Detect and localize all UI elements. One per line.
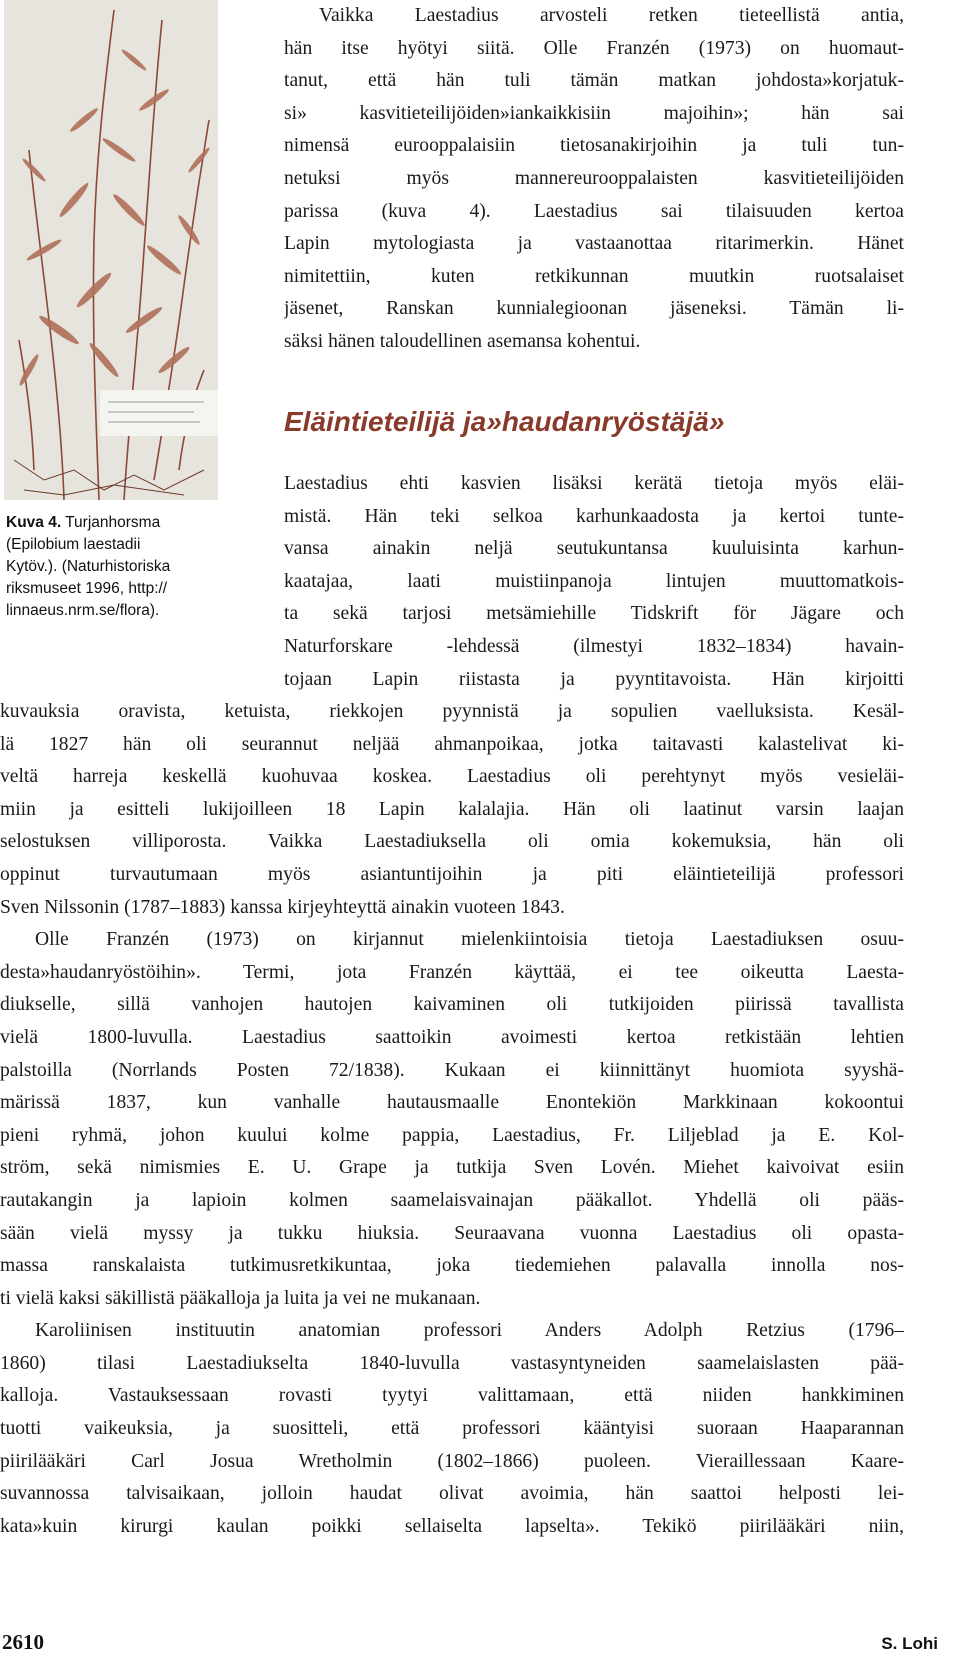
text-line: ström, sekä nimismies E. U. Grape ja tutkija Sven Lovén. Miehet kaivoivat esiin	[0, 1157, 904, 1179]
section-heading: Eläintieteilijä ja»haudanryöstäjä»	[284, 406, 725, 437]
text-line: säksi hänen taloudellinen asemansa kohentui.	[284, 330, 641, 352]
text-line: sään vielä myssy ja tukku hiuksia. Seuraavana vuonna Laestadius oli opasta-	[0, 1222, 904, 1244]
text-line: suvannossa talvisaikaan, jolloin haudat olivat avoimia, hän saattoi helposti lei-	[0, 1483, 904, 1505]
caption-line: Kytöv.). (Naturhistoriska	[6, 558, 171, 575]
intro-paragraph	[284, 0, 904, 359]
caption-line: linnaeus.nrm.se/flora).	[6, 602, 160, 619]
text-line: parissa (kuva 4). Laestadius sai tilaisuuden kertoa	[284, 200, 904, 222]
text-line: hän itse hyötyi siitä. Olle Franzén (1973) on huomaut-	[284, 37, 904, 59]
text-line: pieni ryhmä, johon kuului kolme pappia, Laestadius, Fr. Liljeblad ja E. Kol-	[0, 1124, 904, 1146]
text-line: selostuksen villiporosta. Vaikka Laestadiuksella oli omia kokemuksia, hän oli	[0, 831, 904, 853]
text-line: vielä 1800-luvulla. Laestadius saattoikin avoimesti kertoa retkistään lehtien	[0, 1026, 904, 1048]
text-line: kata»kuin kirurgi kaulan poikki sellaiselta lapselta». Tekikö piirilääkäri niin,	[0, 1515, 904, 1537]
caption-line: Turjanhorsma	[61, 514, 161, 531]
text-line: palstoilla (Norrlands Posten 72/1838). Kukaan ei kiinnittänyt huomiota syyshä-	[0, 1059, 904, 1081]
text-line: tanut, että hän tuli tämän matkan johdosta»korjatuk-	[284, 70, 904, 92]
text-line: 1860) tilasi Laestadiukselta 1840-luvulla vastasyntyneiden saamelaislasten pää-	[0, 1352, 904, 1374]
page-number: 2610	[2, 1630, 44, 1654]
text-line: kuvauksia oravista, ketuista, riekkojen pyynnistä ja sopulien vaelluksista. Kesäl-	[0, 701, 904, 722]
text-line: Sven Nilssonin (1787–1883) kanssa kirjeyhteyttä ainakin vuoteen 1843.	[0, 896, 565, 918]
epilobium-specimen-image	[4, 0, 218, 500]
text-line: diukselle, sillä vanhojen hautojen kaivaminen oli tutkijoiden piirissä tavallista	[0, 994, 904, 1016]
text-line: si» kasvitieteilijöiden»iankaikkisiin majoihin»; hän sai	[284, 102, 904, 124]
text-line: vansa ainakin neljä seutukuntansa kuuluisinta karhun-	[284, 538, 904, 560]
text-line: veltä harreja keskellä kuohuvaa koskea. Laestadius oli perehtynyt myös vesieläi-	[0, 766, 904, 788]
text-line: massa ranskalaista tutkimusretkikuntaa, joka tiedemiehen palavalla innolla nos-	[0, 1255, 904, 1277]
text-line: Olle Franzén (1973) on kirjannut mielenkiintoisia tietoja Laestadiuksen osuu-	[35, 929, 904, 951]
text-line: Lapin mytologiasta ja vastaanottaa ritarimerkin. Hänet	[284, 233, 904, 255]
text-line: piirilääkäri Carl Josua Wretholmin (1802–1866) puoleen. Vieraillessaan Kaare-	[0, 1450, 904, 1472]
text-line: kalloja. Vastauksessaan rovasti tyytyi valittamaan, että niiden hankkiminen	[0, 1385, 904, 1407]
text-line: desta»haudanryöstöihin». Termi, jota Franzén käyttää, ei tee oikeutta Laesta-	[0, 961, 904, 983]
text-line: mistä. Hän teki selkoa karhunkaadosta ja kertoi tunte-	[284, 505, 904, 527]
figure-caption	[6, 512, 256, 622]
text-line: märissä 1837, kun vanhalle hautausmaalle Enontekiön Markkinaan kokoontui	[0, 1092, 904, 1114]
author-name: S. Lohi	[881, 1634, 938, 1653]
text-line: rautakangin ja lapioin kolmen saamelaisvainajan pääkallot. Yhdellä oli pääs-	[0, 1189, 904, 1211]
text-line: Naturforskare -lehdessä (ilmestyi 1832–1834) havain-	[284, 635, 904, 657]
text-line: netuksi myös mannereurooppalaisten kasvitieteilijöiden	[284, 167, 904, 189]
text-line: oppinut turvautumaan myös asiantuntijoihin ja piti eläintieteilijä professori	[0, 863, 904, 885]
text-line: ta sekä tarjosi metsämiehille Tidskrift för Jägare och	[284, 603, 904, 625]
caption-line: riksmuseet 1996, http://	[6, 580, 168, 597]
body-paragraphs	[0, 696, 904, 1543]
text-line: Vaikka Laestadius arvosteli retken tieteellistä antia,	[319, 5, 904, 26]
text-line: lä 1827 hän oli seurannut neljää ahmanpoikaa, jotka taitavasti kalastelivat ki-	[0, 733, 904, 755]
section-paragraph-start	[284, 468, 904, 696]
text-line: Laestadius ehti kasvien lisäksi kerätä tietoja myös eläi-	[284, 473, 904, 494]
text-line: kaatajaa, laati muistiinpanoja lintujen muuttomatkois-	[284, 570, 904, 592]
herbarium-figure	[4, 0, 218, 500]
text-line: jäsenet, Ranskan kunnialegioonan jäseneksi. Tämän li-	[284, 298, 904, 320]
text-line: Karoliinisen instituutin anatomian professori Anders Adolph Retzius (1796–	[35, 1320, 904, 1342]
text-line: tojaan Lapin riistasta ja pyyntitavoista. Hän kirjoitti	[284, 668, 904, 690]
text-line: nimensä eurooppalaisiin tietosanakirjoihin ja tuli tun-	[284, 135, 904, 157]
text-line: miin ja esitteli lukijoilleen 18 Lapin kalalajia. Hän oli laatinut varsin laajan	[0, 798, 904, 820]
text-line: nimitettiin, kuten retkikunnan muutkin ruotsalaiset	[284, 265, 904, 287]
caption-label: Kuva 4.	[6, 514, 62, 531]
text-line: tuotti vaikeuksia, ja suositteli, että professori kääntyisi suoraan Haaparannan	[0, 1418, 904, 1440]
text-line: ti vielä kaksi säkillistä pääkalloja ja luita ja vei ne mukanaan.	[0, 1287, 481, 1309]
caption-line: (Epilobium laestadii	[6, 536, 141, 553]
